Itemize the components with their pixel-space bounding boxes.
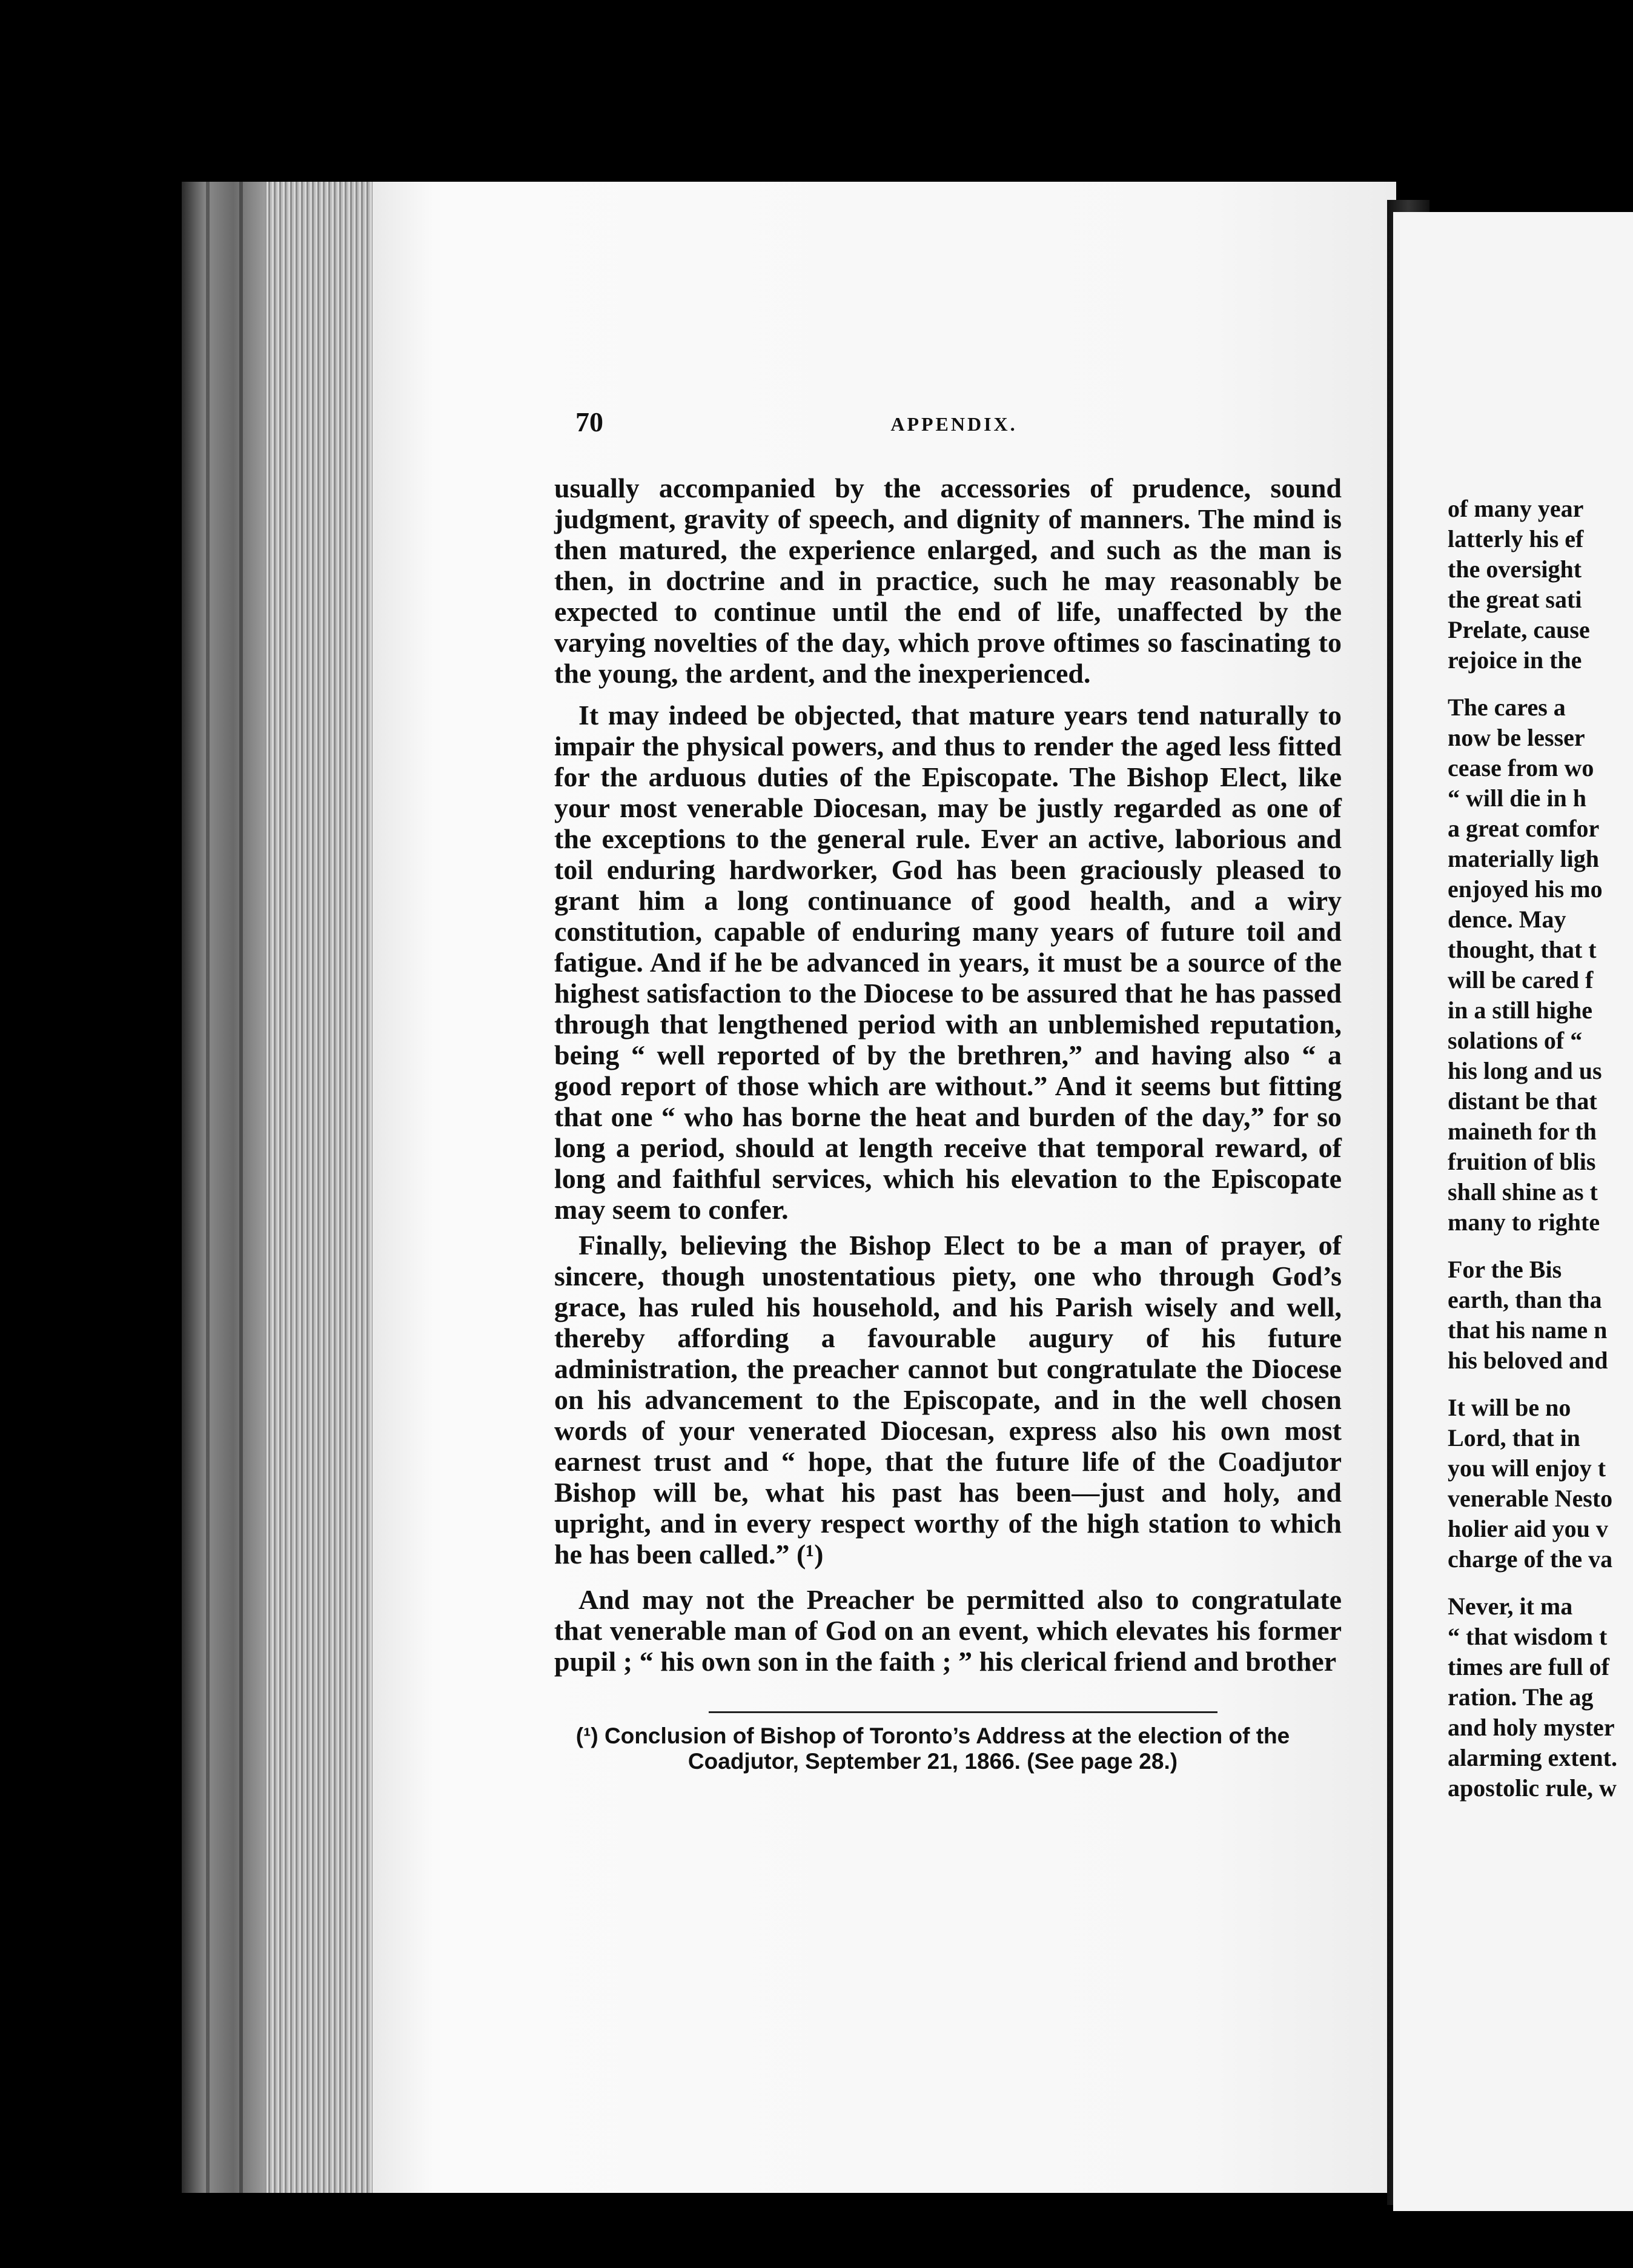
running-header xyxy=(575,406,1333,442)
paragraph-1 xyxy=(554,472,1342,706)
right-page-line: a great comfor xyxy=(1448,815,1600,842)
paragraph-text: And may not the Preacher be permitted also to congratulate that venerable man of God on an event, which elevates his former pupil ; “ his own son in the faith ; ” his clerical friend and brother xyxy=(554,1584,1342,1677)
right-page-line: solations of “ xyxy=(1448,1027,1583,1054)
right-page-line: fruition of blis xyxy=(1448,1148,1596,1175)
paragraph-3 xyxy=(554,1230,1342,1587)
right-page-line: The cares a xyxy=(1448,694,1566,721)
right-page-line: rejoice in the xyxy=(1448,646,1582,674)
right-page-line: maineth for th xyxy=(1448,1118,1597,1145)
right-page-line: Lord, that in xyxy=(1448,1424,1580,1451)
right-page-line: in a still highe xyxy=(1448,996,1592,1024)
paragraph-text: usually accompanied by the accessories of prudence, sound judgment, gravity of speech, and dignity of manners. The mind is then matured, the experience enlarged, and such as the man is then, in doctrine and in practice, such he may reasonably be expected to continue until the end of life, unaffected by the varying novelties of the day, which prove oftimes so fascinating to the young, the ardent, and the inexperienced. xyxy=(554,472,1342,689)
right-page-line: enjoyed his mo xyxy=(1448,875,1603,903)
paragraph-gap xyxy=(1448,1238,1633,1255)
right-page-line: shall shine as t xyxy=(1448,1178,1598,1205)
right-page-line: ration. The ag xyxy=(1448,1683,1594,1711)
right-page-line: alarming extent. xyxy=(1448,1744,1617,1771)
right-page-line: apostolic rule, w xyxy=(1448,1774,1617,1802)
right-page-line: the oversight xyxy=(1448,555,1582,583)
right-page-line: cease from wo xyxy=(1448,754,1594,781)
paragraph-text: Finally, believing the Bishop Elect to be a man of prayer, of sincere, though unostentatious piety, one who through God’s grace, has ruled his household, and his Parish wisely and well, thereby affording a favourable augury of his future administration, the preacher cannot but congratulate the Diocese on his advancement to the Episcopate, and in the well chosen words of your venerated Diocesan, express also his own most earnest trust and “ hope, that the future life of the Coadjutor Bishop will be, what his past has been—just and holy, and upright, and in every respect worthy of the high station to which he has been called.” (¹) xyxy=(554,1230,1342,1570)
right-page-line: that his name n xyxy=(1448,1316,1608,1344)
right-page-line: latterly his ef xyxy=(1448,525,1584,552)
right-page-line: venerable Nesto xyxy=(1448,1485,1613,1512)
right-page-line: thought, that t xyxy=(1448,936,1597,963)
right-page-line: “ that wisdom t xyxy=(1448,1623,1608,1650)
right-page-line: his long and us xyxy=(1448,1057,1602,1084)
paragraph-2 xyxy=(554,700,1342,1242)
right-page-text xyxy=(1448,494,1633,1803)
page-gutter xyxy=(267,182,376,2193)
right-page-line: Never, it ma xyxy=(1448,1593,1573,1620)
footnote: (¹) Conclusion of Bishop of Toronto’s Address at the election of the Coadjutor, September 21, 1866. (See page 28.) xyxy=(575,1723,1290,1774)
page-number: 70 xyxy=(575,406,603,437)
right-page-line: materially ligh xyxy=(1448,845,1599,872)
header-title: APPENDIX. xyxy=(890,413,1018,435)
right-page-line: distant be that xyxy=(1448,1087,1597,1115)
right-page-line: For the Bis xyxy=(1448,1256,1562,1283)
right-page-line: you will enjoy t xyxy=(1448,1454,1606,1482)
right-page-line: the great sati xyxy=(1448,586,1582,613)
right-page-line: dence. May xyxy=(1448,906,1566,933)
right-page-line: “ will die in h xyxy=(1448,784,1586,812)
right-page-line: many to righte xyxy=(1448,1209,1600,1236)
paragraph-gap xyxy=(1448,1574,1633,1591)
right-page-line: of many year xyxy=(1448,495,1584,522)
right-page-line: earth, than tha xyxy=(1448,1286,1602,1313)
paragraph-4 xyxy=(554,1584,1342,1694)
right-page-line: times are full of xyxy=(1448,1653,1609,1680)
right-page-line: his beloved and xyxy=(1448,1347,1608,1374)
right-page-line: now be lesser xyxy=(1448,724,1585,751)
right-page-line: and holy myster xyxy=(1448,1714,1615,1741)
right-page-line: will be cared f xyxy=(1448,966,1594,993)
right-page-line: It will be no xyxy=(1448,1394,1571,1421)
right-page-line: holier aid you v xyxy=(1448,1515,1608,1542)
paragraph-gap xyxy=(1448,1376,1633,1393)
right-page-line: Prelate, cause xyxy=(1448,616,1590,643)
footnote-divider xyxy=(709,1711,1217,1713)
right-page-line: charge of the va xyxy=(1448,1545,1613,1573)
paragraph-gap xyxy=(1448,675,1633,692)
paragraph-text: It may indeed be objected, that mature years tend naturally to impair the physical powers, and thus to render the aged less fitted for the arduous duties of the Episcopate. The Bishop Elect, like your most venerable Diocesan, may be justly regarded as one of the exceptions to the general rule. Ever an active, laborious and toil enduring hardworker, God has been graciously pleased to grant him a long continuance of good health, and a wiry constitution, capable of enduring many years of future toil and fatigue. And if he be advanced in years, it must be a source of the highest satisfaction to the Diocese to be assured that he has passed through that lengthened period with an unblemished reputation, being “ well reported of by the brethren,” and having also “ a good report of those which are without.” And it seems but fitting that one “ who has borne the heat and burden of the day,” for so long a period, should at length receive that temporal reward, of long and faithful services, which his elevation to the Episcopate may seem to confer. xyxy=(554,700,1342,1225)
